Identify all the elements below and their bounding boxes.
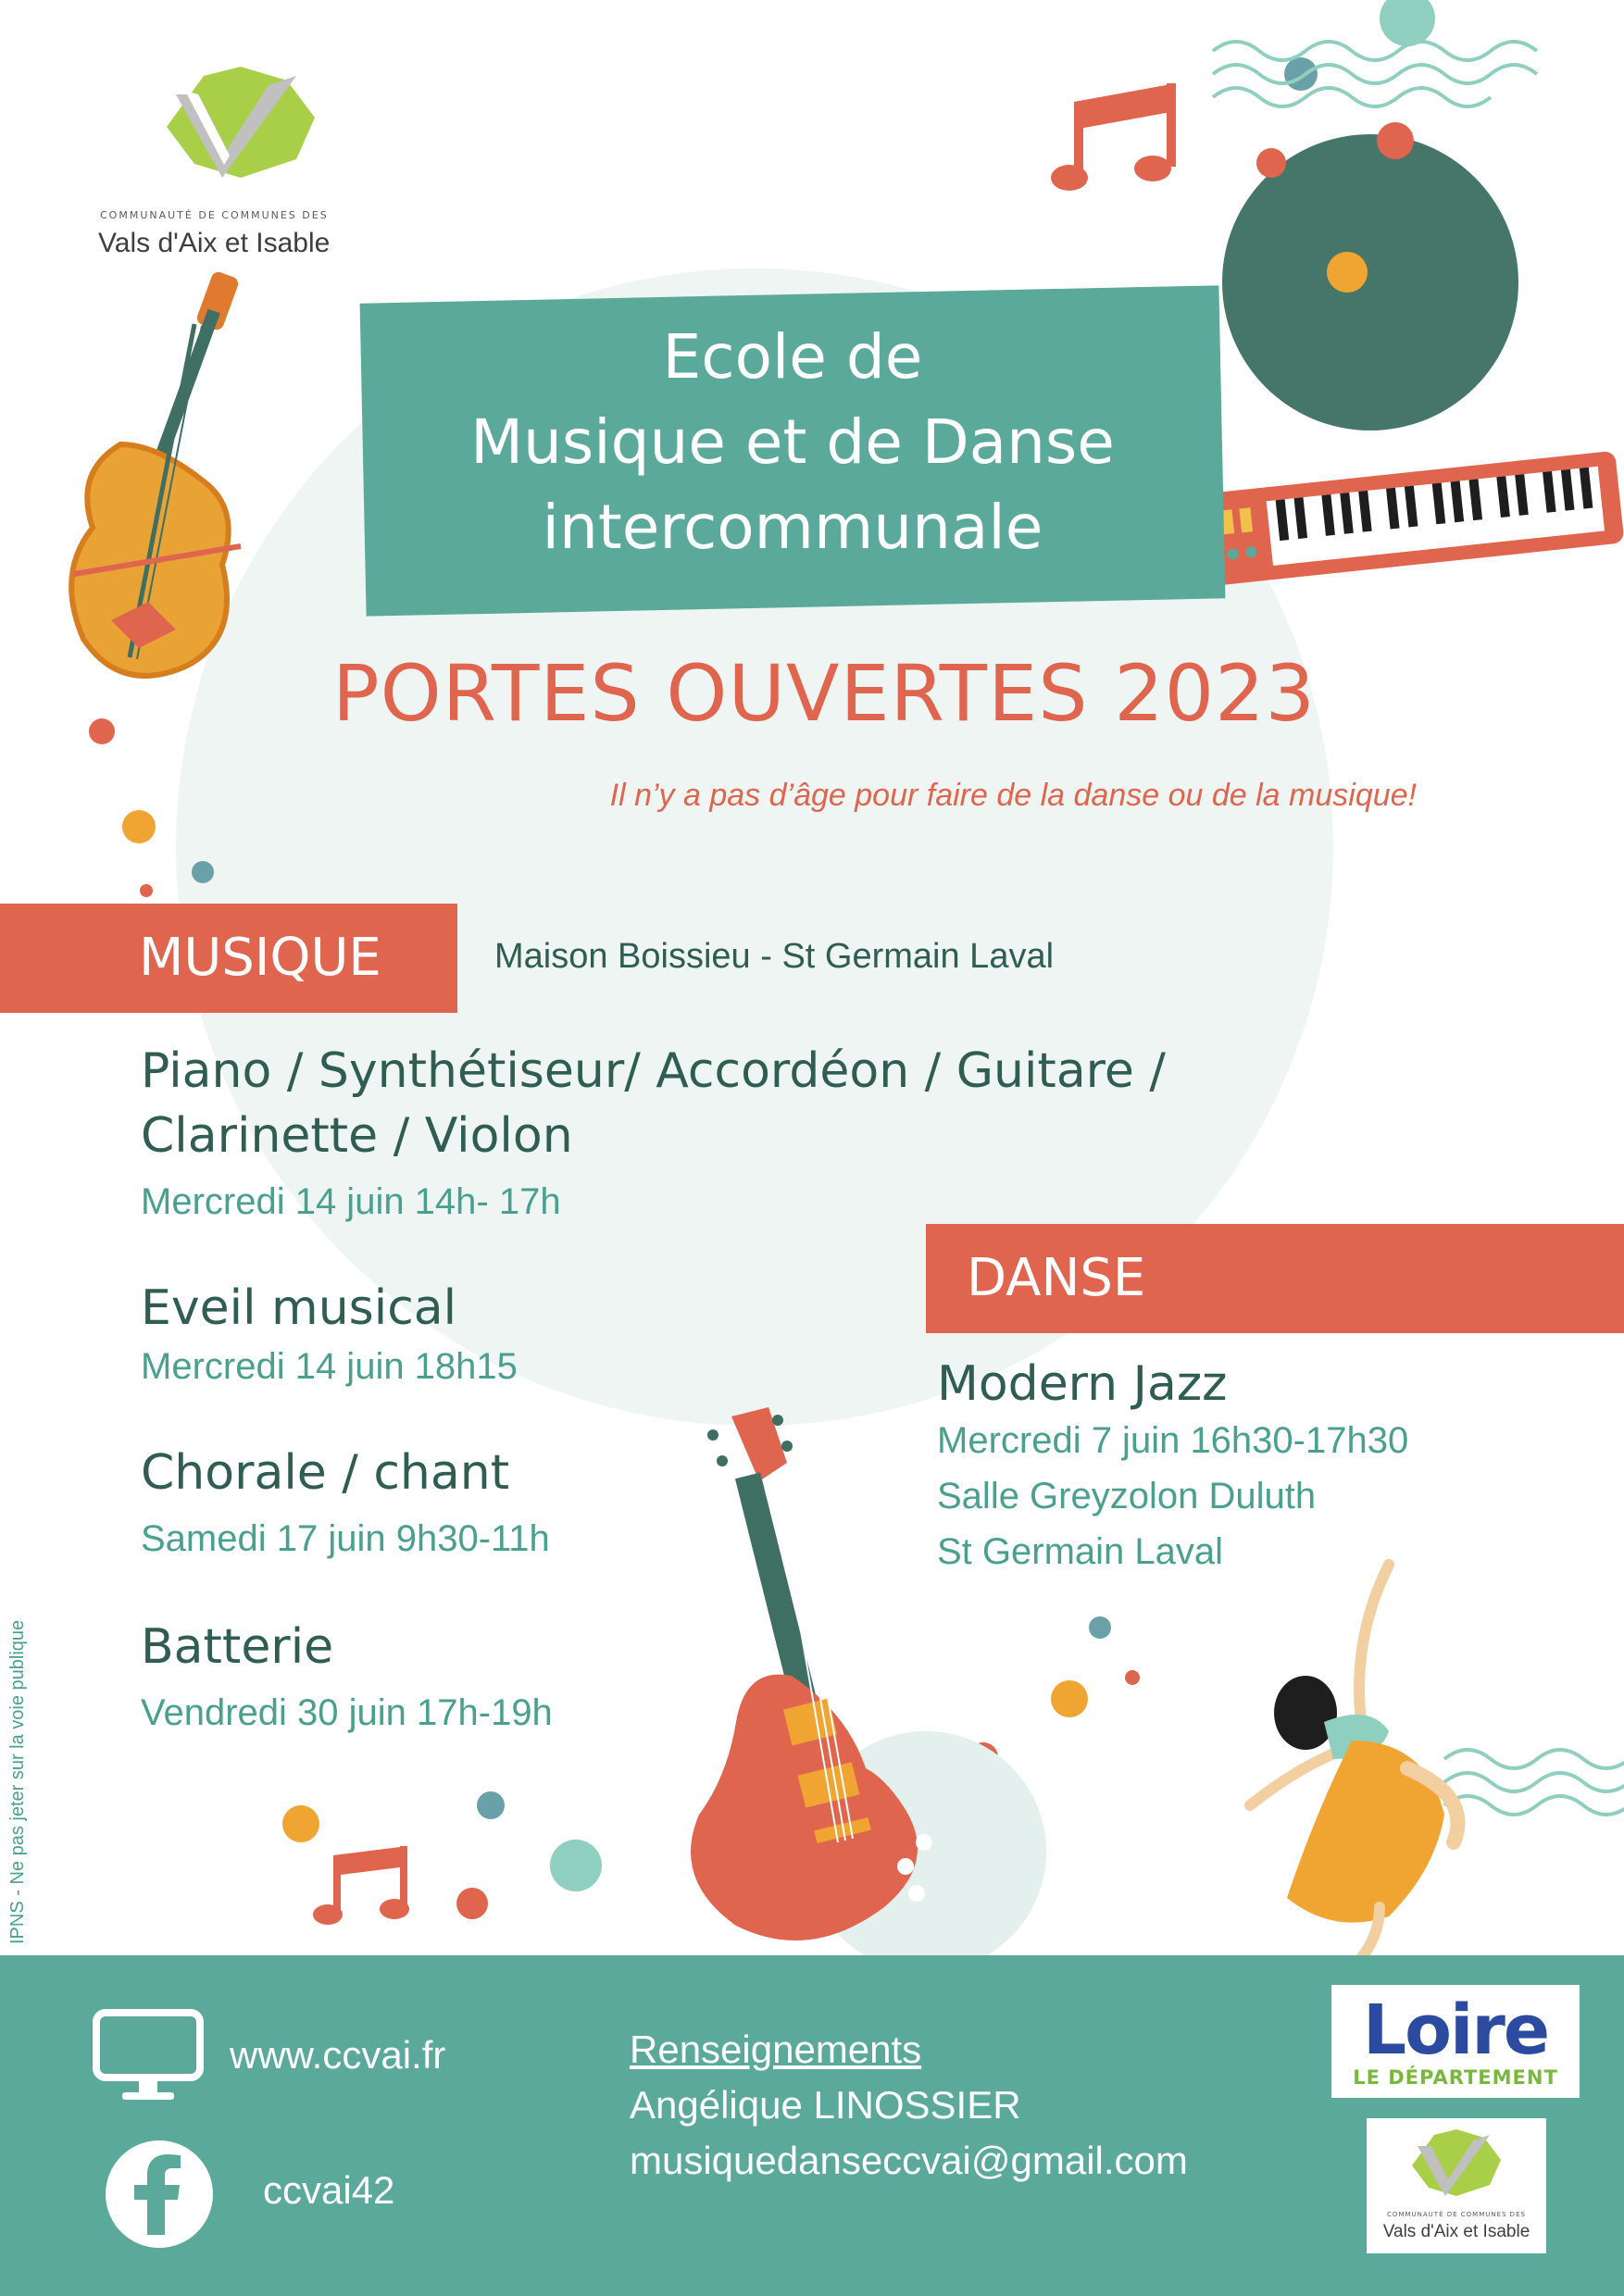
danse-place-line1: Salle Greyzolon Duluth [937,1476,1317,1516]
danse-band [926,1224,1624,1333]
music-item-time: Mercredi 14 juin 18h15 [141,1346,518,1387]
danse-item: Modern Jazz [937,1356,1228,1412]
facebook-icon[interactable] [104,2139,215,2250]
logo-shape-icon [148,57,333,196]
facebook-handle[interactable]: ccvai42 [263,2168,395,2212]
music-item-batterie: Batterie [141,1619,334,1675]
musique-location: Maison Boissieu - St Germain Laval [494,937,1055,976]
danse-place-line2: St Germain Laval [937,1531,1224,1572]
title-line3: intercommunale [542,492,1043,563]
music-item-name-line2: Clarinette / Violon [141,1108,573,1164]
headline: PORTES OUVERTES 2023 [331,648,1316,739]
musique-band [0,904,457,1013]
website-link[interactable]: www.ccvai.fr [230,2033,446,2077]
title [363,315,1222,570]
logo-bottom [1367,2118,1546,2253]
logo-shape-icon [1401,2124,1512,2207]
logo-name: Vals d'Aix et Isable [1382,2222,1530,2241]
music-item-time: Samedi 17 juin 9h30-11h [141,1518,550,1559]
music-item-name-line1: Piano / Synthétiseur/ Accordéon / Guitare / [141,1043,1166,1099]
music-item-instruments [141,1039,1166,1168]
music-note-icon [306,1837,426,1939]
danse-time: Mercredi 7 juin 16h30-17h30 [937,1420,1409,1461]
logo-top [93,57,389,270]
monitor-icon [91,2007,206,2103]
logo-name: Vals d'Aix et Isable [98,228,331,258]
ipns-notice: IPNS - Ne pas jeter sur la voie publique [7,1619,28,1944]
logo-caption: COMMUNAUTÉ DE COMMUNES DES [100,209,329,221]
loire-sub: LE DÉPARTEMENT [1353,2066,1558,2089]
contact-name: Angélique LINOSSIER [630,2083,1021,2127]
loire-logo [1331,1985,1580,2098]
guitar-icon [685,1398,1000,1953]
tagline: Il n’y a pas d’âge pour faire de la danse ou de la musique! [609,778,1417,813]
logo-caption: COMMUNAUTÉ DE COMMUNES DES [1387,2211,1526,2218]
contact-email[interactable]: musiquedanseccvai@gmail.com [630,2139,1188,2182]
loire-word: Loire [1362,1990,1549,2070]
musique-label: MUSIQUE [139,928,381,988]
title-line1: Ecole de [662,321,923,393]
music-item-eveil: Eveil musical [141,1280,457,1336]
music-note-icon [1046,74,1194,204]
info-title: Renseignements [630,2028,922,2071]
keyboard-icon [1194,435,1624,593]
music-item-time: Vendredi 30 juin 17h-19h [141,1692,553,1733]
dancer-illustration [1241,1555,1481,1963]
music-item-chorale: Chorale / chant [141,1445,510,1501]
title-line2: Musique et de Danse [470,406,1115,478]
danse-label: DANSE [967,1248,1146,1308]
music-item-time: Mercredi 14 juin 14h- 17h [141,1181,561,1222]
violin-icon [56,268,278,704]
